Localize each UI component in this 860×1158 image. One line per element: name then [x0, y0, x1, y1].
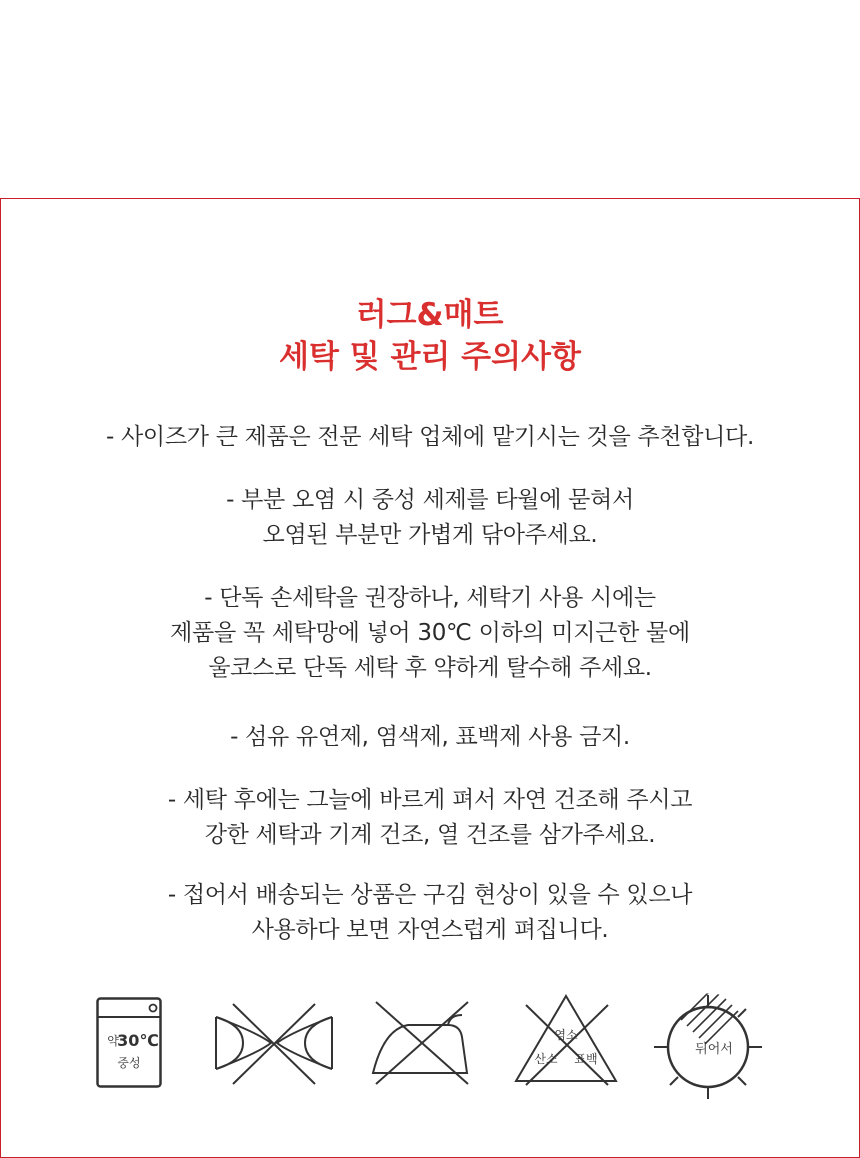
paragraph-line: - 세탁 후에는 그늘에 바르게 펴서 자연 건조해 주시고: [167, 787, 693, 813]
no-wring-icon: [213, 1001, 335, 1087]
care-paragraph-1: [0, 420, 860, 455]
wash-30-neutral-icon: [96, 997, 162, 1089]
care-paragraph-6: [0, 878, 860, 948]
page-title: 러그&매트: [356, 297, 504, 333]
care-paragraph-4: [0, 720, 860, 755]
bleach-bleach-label: 표백: [574, 1052, 598, 1066]
dry-label: 뒤어서: [695, 1042, 733, 1057]
wash-temperature: 30℃: [117, 1031, 159, 1050]
paragraph-line: 울코스로 단독 세탁 후 약하게 탈수해 주세요.: [208, 655, 652, 681]
care-paragraph-2: [0, 483, 860, 553]
care-symbols: [0, 990, 860, 1100]
wash-detergent: 중성: [117, 1056, 141, 1070]
no-bleach-icon: [512, 993, 620, 1085]
paragraph-line: - 접어서 배송되는 상품은 구김 현상이 있을 수 있으나: [167, 882, 693, 908]
bleach-chlorine-label: 염소: [554, 1028, 578, 1042]
care-paragraph-3: [0, 581, 860, 686]
care-paragraph-5: [0, 783, 860, 853]
paragraph-line: - 단독 손세탁을 권장하나, 세탁기 사용 시에는: [204, 585, 656, 611]
paragraph-line: 강한 세탁과 기계 건조, 열 건조를 삼가주세요.: [204, 822, 656, 848]
paragraph-line: 오염된 부분만 가볍게 닦아주세요.: [262, 522, 598, 548]
paragraph-line: 사용하다 보면 자연스럽게 펴집니다.: [251, 917, 609, 943]
paragraph-line: 제품을 꼭 세탁망에 넣어 30℃ 이하의 미지근한 물에: [170, 620, 690, 646]
wash-label-prefix: 약: [107, 1034, 119, 1048]
page-subtitle: 세탁 및 관리 주의사항: [279, 339, 581, 375]
dry-inside-out-icon: [652, 995, 764, 1099]
paragraph-line: - 섬유 유연제, 염색제, 표백제 사용 금지.: [230, 724, 630, 750]
no-iron-icon: [370, 999, 474, 1087]
paragraph-line: - 부분 오염 시 중성 세제를 타월에 묻혀서: [226, 487, 634, 513]
bleach-oxygen-label: 산소: [534, 1052, 558, 1066]
paragraph-line: - 사이즈가 큰 제품은 전문 세탁 업체에 맡기시는 것을 추천합니다.: [106, 424, 754, 450]
